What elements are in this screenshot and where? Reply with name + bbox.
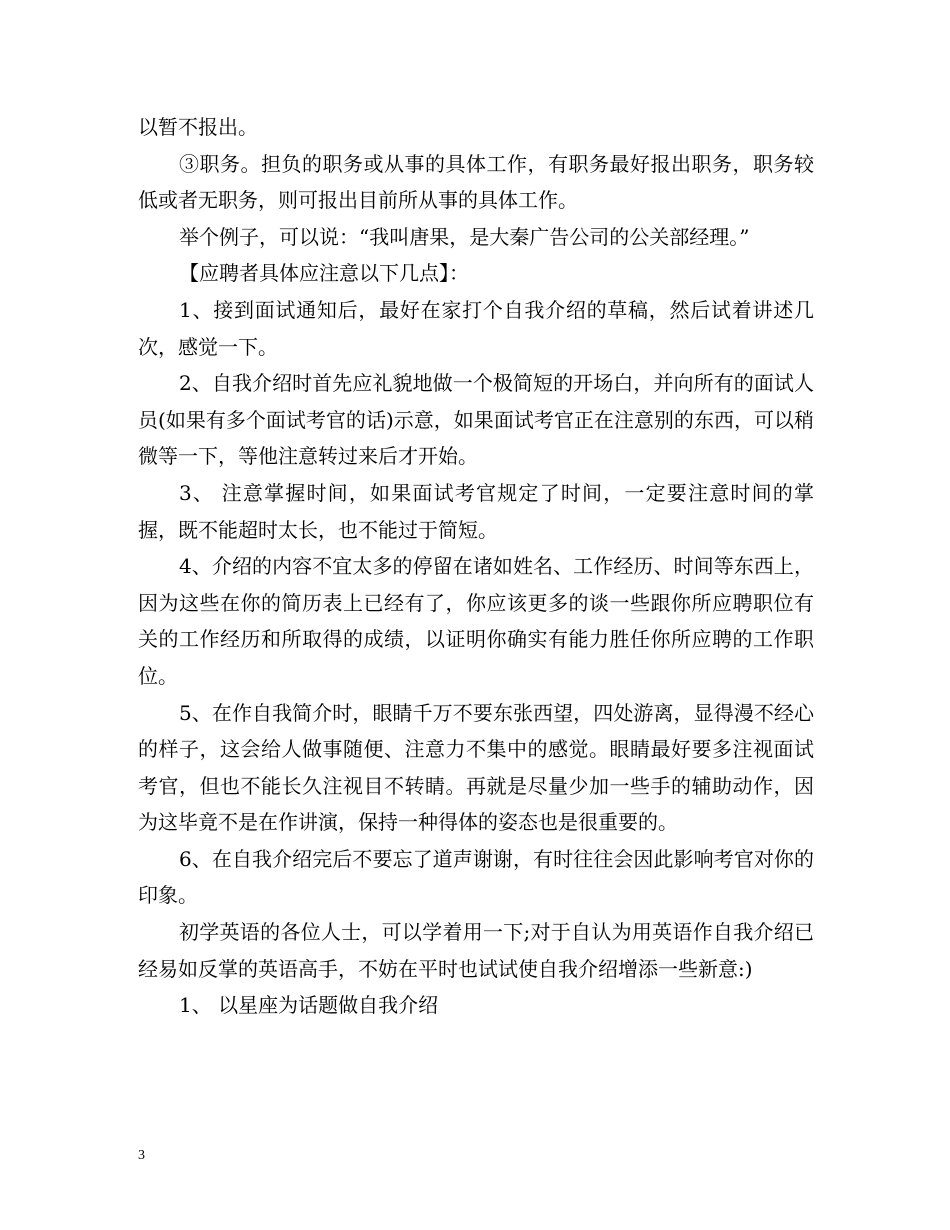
paragraph: ③职务。担负的职务或从事的具体工作，有职务最好报出职务，职务较低或者无职务，则可报出目前所从事的具体工作。 (138, 151, 814, 213)
paragraph: 初学英语的各位人士，可以学着用一下;对于自认为用英语作自我介绍已经易如反掌的英语高手，不妨在平时也试试使自我介绍增添一些新意:) (138, 920, 814, 981)
list-item: 5、在作自我简介时，眼睛千万不要东张西望，四处游离，显得漫不经心的样子，这会给人做事随便、注意力不集中的感觉。眼睛最好要多注视面试考官，但也不能长久注视目不转睛。再就是尽量少加一些手的辅助动作，因为这毕竟不是在作讲演，保持一种得体的姿态也是很重要的。 (138, 700, 814, 835)
paragraph: 举个例子，可以说：“我叫唐果，是大秦广告公司的公关部经理。” (179, 224, 750, 249)
list-item: 1、 以星座为话题做自我介绍 (179, 993, 439, 1018)
list-item: 3、 注意掌握时间，如果面试考官规定了时间，一定要注意时间的掌握，既不能超时太长，也不能过于简短。 (138, 480, 814, 542)
list-item: 2、自我介绍时首先应礼貌地做一个极简短的开场白，并向所有的面试人员(如果有多个面试考官的话)示意，如果面试考官正在注意别的东西，可以稍微等一下，等他注意转过来后才开始。 (138, 371, 814, 469)
paragraph: 以暂不报出。 (138, 115, 258, 139)
list-item: 6、在自我介绍完后不要忘了道声谢谢，有时往往会因此影响考官对你的印象。 (138, 846, 814, 908)
list-item: 4、介绍的内容不宜太多的停留在诸如姓名、工作经历、时间等东西上，因为这些在你的简历表上已经有了，你应该更多的谈一些跟你所应聘职位有关的工作经历和所取得的成绩，以证明你确实有能力胜任你所应聘的工作职位。 (138, 554, 814, 688)
list-item: 1、接到面试通知后，最好在家打个自我介绍的草稿，然后试着讲述几次，感觉一下。 (138, 297, 814, 359)
page-number: 3 (138, 1148, 145, 1163)
document-body (138, 109, 814, 1024)
section-heading: 【应聘者具体应注意以下几点】： (179, 261, 469, 286)
